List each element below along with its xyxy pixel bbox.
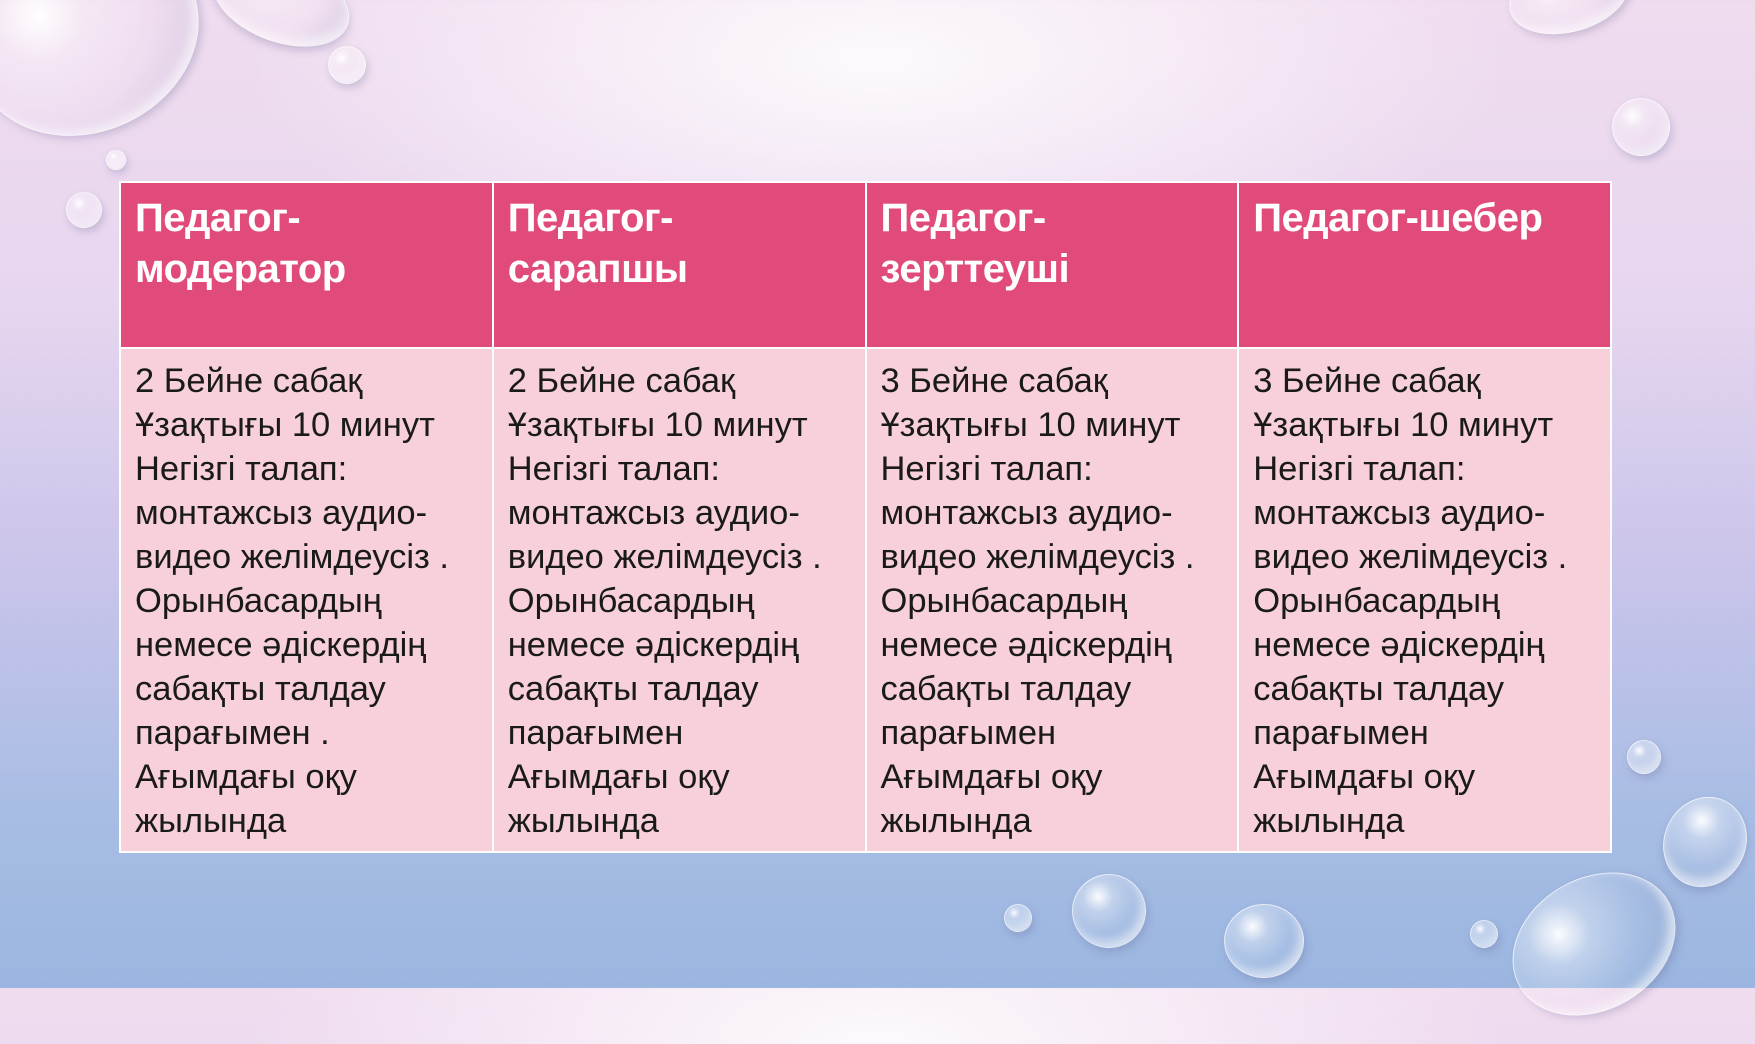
header-line: Педагог-: [135, 196, 301, 240]
body-line: сабақты талдау: [507, 670, 759, 708]
water-drop-icon: [1612, 98, 1670, 156]
table-header-row: [120, 182, 1611, 348]
body-line: видео желімдеусіз .: [1253, 538, 1568, 576]
body-line: монтажсыз аудио-: [507, 494, 800, 532]
body-line: монтажсыз аудио-: [880, 494, 1173, 532]
body-line: Ұзақтығы 10 минут: [1253, 406, 1554, 444]
body-line: сабақты талдау: [135, 670, 386, 708]
body-line: видео желімдеусіз .: [135, 538, 450, 576]
header-line: Педагог-: [507, 196, 673, 240]
body-line: сабақты талдау: [1253, 670, 1505, 708]
water-drop-icon: [1224, 904, 1304, 978]
header-cell-moderator: [120, 182, 493, 348]
body-cell-master: [1238, 348, 1611, 852]
body-cell-moderator: [120, 348, 493, 852]
body-line: видео желімдеусіз .: [880, 538, 1195, 576]
body-line: немесе әдіскердің: [1253, 626, 1545, 664]
water-drop-icon: [1004, 904, 1032, 932]
body-line: 3 Бейне сабақ: [1253, 362, 1481, 400]
body-line: Орынбасардың: [135, 582, 382, 620]
body-line: монтажсыз аудио-: [135, 494, 428, 532]
body-line: Негізгі талап:: [880, 450, 1093, 488]
table-body-row: [120, 348, 1611, 852]
body-line: Негізгі талап:: [1253, 450, 1466, 488]
water-drop-icon: [1470, 920, 1498, 948]
water-drop-icon: [328, 46, 366, 84]
header-cell-researcher: [866, 182, 1239, 348]
body-line: монтажсыз аудио-: [1253, 494, 1546, 532]
body-line: жылында: [880, 802, 1032, 840]
body-cell-researcher: [866, 348, 1239, 852]
body-line: немесе әдіскердің: [135, 626, 427, 664]
water-drop-icon: [1072, 874, 1146, 948]
body-line: Орынбасардың: [507, 582, 755, 620]
header-line: Педагог-: [880, 196, 1046, 240]
body-line: 2 Бейне сабақ: [135, 362, 363, 400]
body-line: Ұзақтығы 10 минут: [880, 406, 1181, 444]
body-line: Ұзақтығы 10 минут: [135, 406, 435, 444]
body-line: Ағымдағы оқу: [1253, 758, 1476, 796]
body-line: Орынбасардың: [1253, 582, 1501, 620]
water-drop-icon: [1648, 783, 1755, 901]
body-line: немесе әдіскердің: [880, 626, 1172, 664]
water-drop-icon: [0, 0, 232, 172]
body-line: жылында: [507, 802, 659, 840]
header-line: сарапшы: [507, 247, 688, 291]
body-line: парағымен: [880, 714, 1057, 752]
body-line: 2 Бейне сабақ: [507, 362, 736, 400]
header-line: зерттеуші: [880, 247, 1070, 291]
water-drop-icon: [106, 150, 126, 170]
body-line: видео желімдеусіз .: [507, 538, 822, 576]
body-line: Ағымдағы оқу: [880, 758, 1103, 796]
water-drop-icon: [1501, 0, 1637, 47]
body-line: Ағымдағы оқу: [507, 758, 730, 796]
requirements-table: [119, 181, 1612, 853]
water-drop-icon: [66, 192, 102, 228]
body-line: Ұзақтығы 10 минут: [507, 406, 808, 444]
header-cell-master: [1238, 182, 1611, 348]
body-line: парағымен .: [135, 714, 330, 752]
body-line: жылында: [1253, 802, 1405, 840]
body-line: Ағымдағы оқу: [135, 758, 357, 796]
body-line: сабақты талдау: [880, 670, 1132, 708]
water-drop-icon: [1627, 740, 1661, 774]
body-line: немесе әдіскердің: [507, 626, 800, 664]
body-line: Орынбасардың: [880, 582, 1128, 620]
body-cell-expert: [493, 348, 866, 852]
body-line: Негізгі талап:: [507, 450, 720, 488]
body-line: парағымен: [507, 714, 684, 752]
body-line: парағымен: [1253, 714, 1429, 752]
body-line: Негізгі талап:: [135, 450, 348, 488]
header-line: Педагог-шебер: [1253, 196, 1543, 240]
body-line: жылында: [135, 802, 287, 840]
water-drop-icon: [1487, 844, 1702, 1044]
body-line: 3 Бейне сабақ: [880, 362, 1108, 400]
header-cell-expert: [493, 182, 866, 348]
header-line: модератор: [135, 247, 346, 291]
